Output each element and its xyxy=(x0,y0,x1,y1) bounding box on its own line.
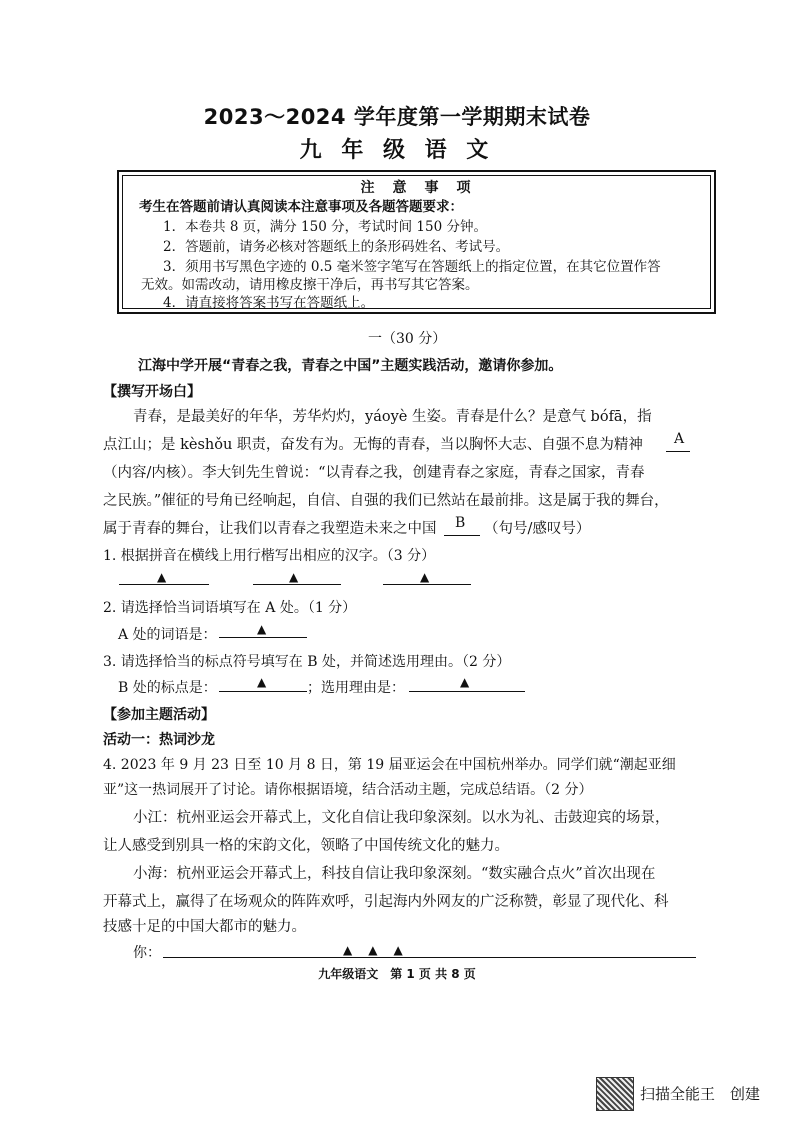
question-3: 3. 请选择恰当的标点符号填写在 B 处，并简述选用理由。（2 分） xyxy=(103,654,511,670)
blank-b-label: B xyxy=(455,515,466,531)
question-4-line1: 4. 2023 年 9 月 23 日至 10 月 8 日，第 19 届亚运会在中国杭州举办。同学们就“潮起亚细 xyxy=(103,757,676,773)
part2-heading: 【参加主题活动】 xyxy=(103,707,215,723)
answer-marker: ▲ xyxy=(289,570,299,584)
xiaohai-line: 小海：杭州亚运会开幕式上，科技自信让我印象深刻。“数实融合点火”首次出现在 xyxy=(133,866,656,882)
xiaohai-line: 开幕式上，赢得了在场观众的阵阵欢呼，引起海内外网友的广泛称赞，彰显了现代化、科 xyxy=(103,894,669,910)
paragraph-line: （内容/内核）。李大钊先生曾说：“以青春之我，创建青春之家庭，青春之国家，青春 xyxy=(103,465,645,481)
q2-answer-line[interactable] xyxy=(219,637,307,638)
paragraph-line: 属于青春的舞台，让我们以青春之我塑造未来之中国 xyxy=(103,521,437,537)
question-1: 1. 根据拼音在横线上用行楷写出相应的汉字。（3 分） xyxy=(103,548,436,564)
q3-reason-label: ；选用理由是： xyxy=(307,680,405,696)
notice-item: 4．请直接将答案书写在答题纸上。 xyxy=(163,295,375,311)
q2-answer-label: A 处的词语是： xyxy=(118,627,217,643)
answer-marker: ▲ xyxy=(157,570,167,584)
paragraph-line: （句号/感叹号） xyxy=(484,521,591,537)
section-label: 一（30 分） xyxy=(368,331,447,347)
xiaojiang-line: 让人感受到别具一格的宋韵文化，领略了中国传统文化的魅力。 xyxy=(103,838,509,854)
answer-marker: ▲ xyxy=(460,675,470,689)
answer-line-3[interactable] xyxy=(383,584,471,585)
blank-b-line[interactable] xyxy=(444,535,480,536)
q3-reason-line[interactable] xyxy=(409,691,525,692)
xiaojiang-line: 小江：杭州亚运会开幕式上，文化自信让我印象深刻。以水为礼、击鼓迎宾的场景， xyxy=(133,810,670,826)
q3-answer-label: B 处的标点是： xyxy=(118,680,217,696)
question-4-line2: 亚”这一热词展开了讨论。请你根据语境，结合活动主题，完成总结语。（2 分） xyxy=(103,782,593,798)
intro-text: 江海中学开展“青春之我，青春之中国”主题实践活动，邀请你参加。 xyxy=(138,358,563,374)
page-footer: 九年级语文 第 1 页 共 8 页 xyxy=(318,967,476,981)
answer-line-2[interactable] xyxy=(253,584,341,585)
exam-subtitle: 九 年 级 语 文 xyxy=(299,138,495,163)
xiaohai-line: 技感十足的中国大都市的魅力。 xyxy=(103,919,306,935)
answer-marker: ▲ xyxy=(257,675,267,689)
answer-marker: ▲ xyxy=(257,622,267,636)
answer-marker: ▲ ▲ ▲ xyxy=(343,943,405,957)
notice-lead: 考生在答题前请认真阅读本注意事项及各题答题要求： xyxy=(139,199,463,215)
you-label: 你： xyxy=(133,945,161,961)
scanner-watermark: 扫描全能王 创建 xyxy=(640,1085,761,1103)
notice-item: 1．本卷共 8 页，满分 150 分，考试时间 150 分钟。 xyxy=(163,219,487,235)
blank-a-line[interactable] xyxy=(666,451,690,452)
notice-heading: 注 意 事 项 xyxy=(360,180,473,196)
notice-box xyxy=(117,170,716,314)
notice-item: 无效。如需改动，请用橡皮擦干净后，再书写其它答案。 xyxy=(141,277,479,293)
activity-heading: 活动一：热词沙龙 xyxy=(103,732,215,748)
notice-item: 3．须用书写黑色字迹的 0.5 毫米签字笔写在答题纸上的指定位置，在其它位置作答 xyxy=(163,259,661,275)
q3-answer-line[interactable] xyxy=(219,691,307,692)
paragraph-line: 青春，是最美好的年华，芳华灼灼，yáoyè 生姿。青春是什么？是意气 bófā，指 xyxy=(133,409,652,425)
answer-line-1[interactable] xyxy=(119,584,209,585)
paragraph-line: 点江山；是 kèshǒu 职责，奋发有为。无悔的青春，当以胸怀大志、自强不息为精神 xyxy=(103,437,643,453)
notice-item: 2．答题前，请务必核对答题纸上的条形码姓名、考试号。 xyxy=(163,239,510,255)
answer-marker: ▲ xyxy=(420,570,430,584)
scanner-logo-icon xyxy=(596,1077,634,1111)
part1-heading: 【撰写开场白】 xyxy=(103,384,201,400)
question-2: 2. 请选择恰当词语填写在 A 处。（1 分） xyxy=(103,600,357,616)
exam-title: 2023～2024 学年度第一学期期末试卷 xyxy=(203,105,591,129)
summary-answer-line[interactable] xyxy=(163,957,696,958)
blank-a-label: A xyxy=(674,431,685,447)
paragraph-line: 之民族。”催征的号角已经响起，自信、自强的我们已然站在最前排。这是属于我的舞台， xyxy=(103,493,669,509)
